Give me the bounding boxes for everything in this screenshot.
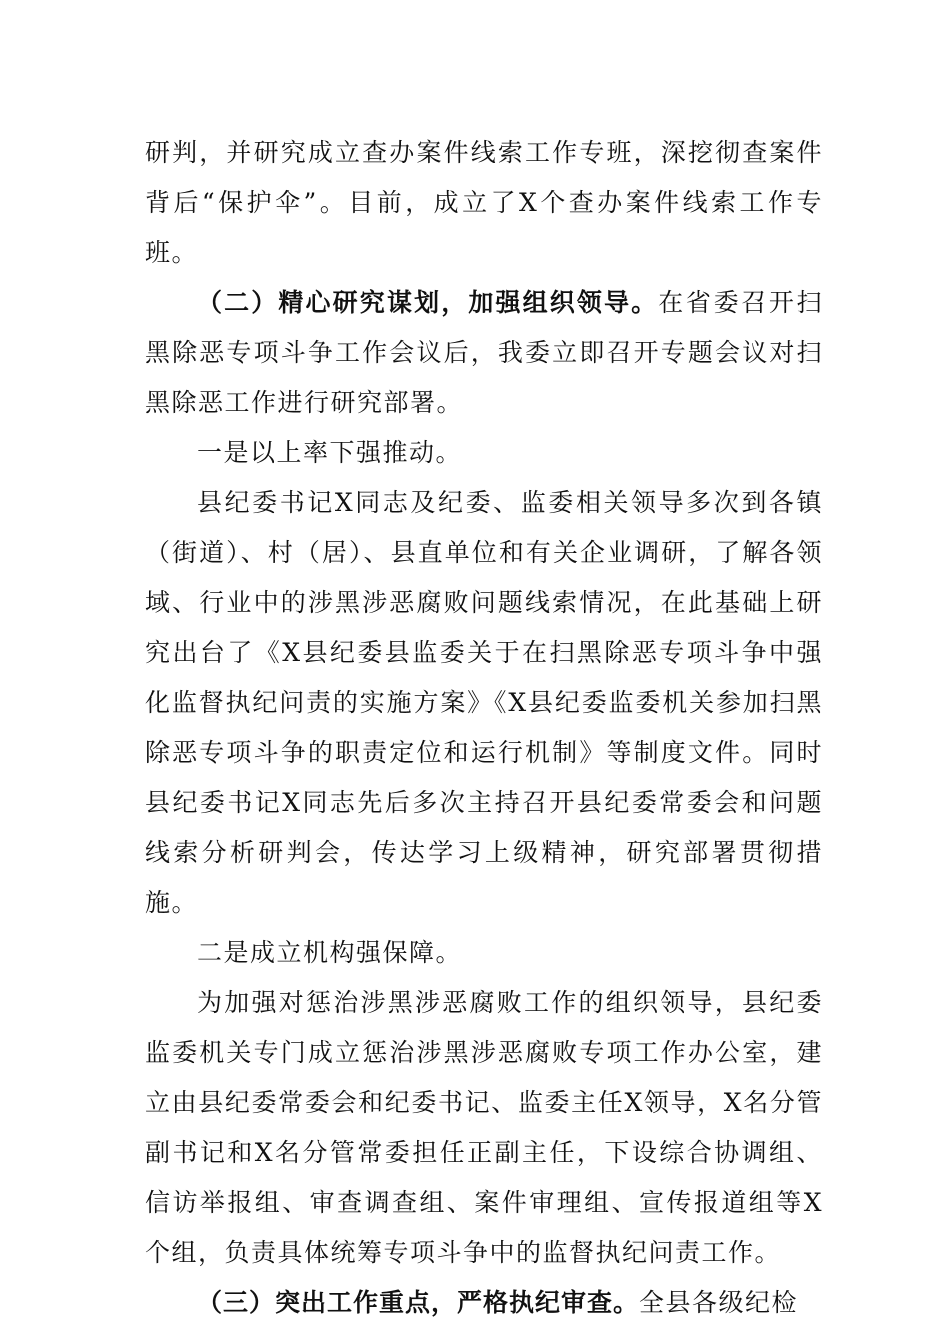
subpoint-2	[145, 928, 823, 978]
section-heading-2-text: 在省委召开扫黑除恶专项斗争工作会议后，我委立即召开专题会议对扫黑除恶工作进行研究部署。	[145, 288, 823, 417]
section-heading-2	[145, 278, 823, 428]
paragraph-6-text: 为加强对惩治涉黑涉恶腐败工作的组织领导，县纪委监委机关专门成立惩治涉黑涉恶腐败专项工作办公室，建立由县纪委常委会和纪委书记、监委主任X领导，X名分管副书记和X名分管常委担任正副主任，下设综合协调组、信访举报组、审查调查组、案件审理组、宣传报道组等X个组，负责具体统筹专项斗争中的监督执纪问责工作。	[145, 988, 823, 1267]
document-page	[145, 128, 823, 1328]
subpoint-1-text: 一是以上率下强推动。	[197, 438, 463, 467]
subpoint-2-text: 二是成立机构强保障。	[197, 938, 463, 967]
section-heading-2-lead: （二）精心研究谋划，加强组织领导。	[197, 288, 659, 317]
paragraph-4	[145, 478, 823, 928]
section-heading-3	[145, 1278, 823, 1328]
section-heading-3-text: 全县各级纪检	[639, 1288, 799, 1317]
subpoint-1	[145, 428, 823, 478]
paragraph-1-text: 研判，并研究成立查办案件线索工作专班，深挖彻查案件背后“保护伞”。目前，成立了X个查办案件线索工作专班。	[145, 138, 823, 267]
section-heading-3-lead: （三）突出工作重点，严格执纪审查。	[197, 1288, 640, 1317]
paragraph-1	[145, 128, 823, 278]
paragraph-6	[145, 978, 823, 1278]
paragraph-4-text: 县纪委书记X同志及纪委、监委相关领导多次到各镇（街道）、村（居）、县直单位和有关企业调研，了解各领域、行业中的涉黑涉恶腐败问题线索情况，在此基础上研究出台了《X县纪委县监委关于在扫黑除恶专项斗争中强化监督执纪问责的实施方案》《X县纪委监委机关参加扫黑除恶专项斗争的职责定位和运行机制》等制度文件。同时县纪委书记X同志先后多次主持召开县纪委常委会和问题线索分析研判会，传达学习上级精神，研究部署贯彻措施。	[145, 488, 823, 917]
